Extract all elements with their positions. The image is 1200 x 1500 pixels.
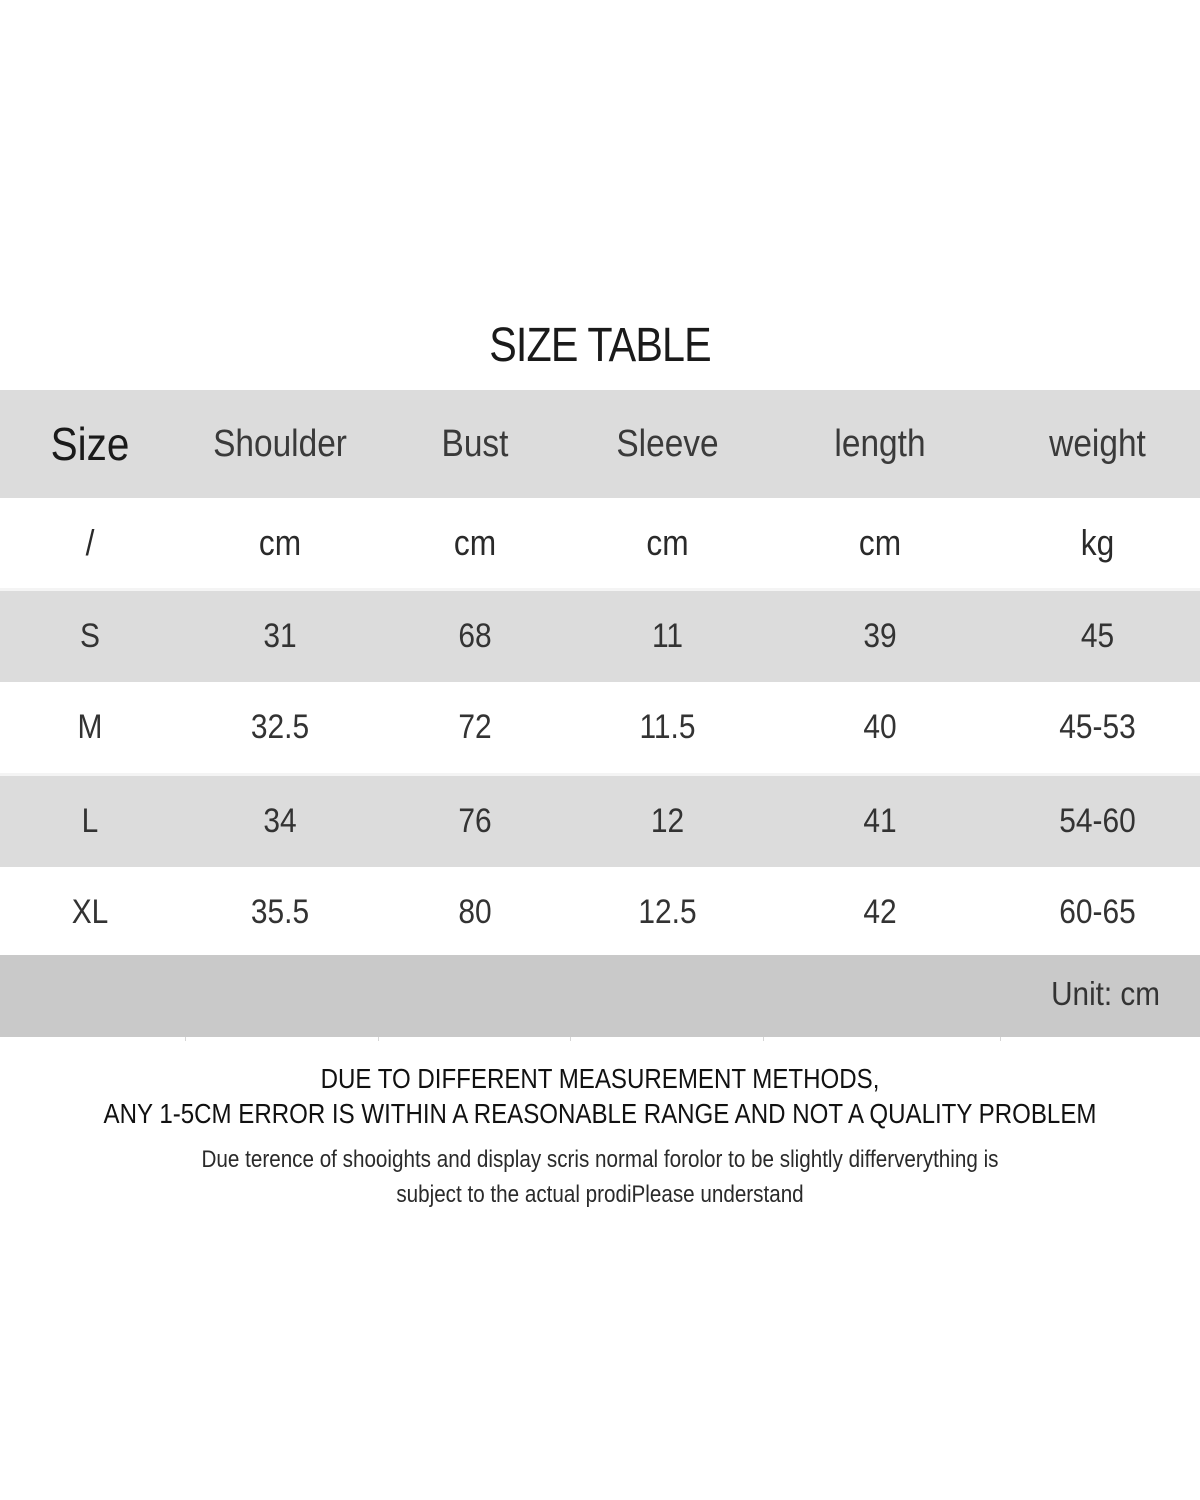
disclaimer-line: subject to the actual prodiPlease understand <box>396 1181 804 1208</box>
table-cell: M <box>77 708 103 746</box>
table-cell: 80 <box>458 893 492 931</box>
table-cell: 76 <box>458 802 492 840</box>
page-title: SIZE TABLE <box>489 319 711 372</box>
header-length: length <box>834 422 926 465</box>
table-cell: 31 <box>263 617 297 655</box>
table-cell: 12.5 <box>638 893 697 931</box>
unit-bar <box>0 955 1200 1037</box>
notice-line: ANY 1-5CM ERROR IS WITHIN A REASONABLE RANGE AND NOT A QUALITY PROBLEM <box>103 1098 1097 1129</box>
table-row <box>0 588 1200 682</box>
unit-cell: cm <box>453 522 497 563</box>
notice-line: DUE TO DIFFERENT MEASUREMENT METHODS, <box>320 1063 880 1094</box>
header-weight: weight <box>1049 422 1146 465</box>
table-cell: S <box>80 617 100 655</box>
size-table <box>0 390 1200 958</box>
table-cell: 12 <box>650 802 685 840</box>
unit-cell: cm <box>646 522 689 563</box>
divider <box>763 1037 764 1041</box>
unit-note: Unit: cm <box>1051 975 1160 1012</box>
divider <box>185 1037 186 1041</box>
table-row <box>0 773 1200 867</box>
table-cell: 34 <box>263 802 297 840</box>
table-cell: 39 <box>863 617 897 655</box>
unit-cell: cm <box>258 522 302 563</box>
table-cell: 60-65 <box>1059 893 1136 931</box>
table-row <box>0 867 1200 958</box>
unit-cell: / <box>85 522 95 563</box>
header-bust: Bust <box>441 422 509 465</box>
table-header-row <box>0 390 1200 498</box>
table-cell: 11 <box>651 617 684 655</box>
table-cell: 54-60 <box>1059 802 1136 840</box>
table-row <box>0 682 1200 773</box>
table-cell: 32.5 <box>250 708 310 746</box>
table-cell: 45-53 <box>1059 708 1136 746</box>
table-cell: 72 <box>458 708 492 746</box>
unit-cell: cm <box>858 522 902 563</box>
table-cell: 11.5 <box>639 708 696 746</box>
table-cell: 68 <box>458 617 492 655</box>
divider <box>570 1037 571 1041</box>
header-sleeve: Sleeve <box>616 422 719 465</box>
table-cell: 40 <box>863 708 897 746</box>
table-cell: 41 <box>863 802 897 840</box>
table-cell: 45 <box>1080 617 1115 655</box>
unit-cell: kg <box>1080 522 1115 563</box>
header-size: Size <box>50 418 130 470</box>
table-units-row <box>0 498 1200 588</box>
header-shoulder: Shoulder <box>213 422 347 465</box>
divider <box>1000 1037 1001 1041</box>
table-cell: L <box>81 802 99 840</box>
divider <box>378 1037 379 1041</box>
disclaimer-line: Due terence of shooights and display scris normal forolor to be slightly differverything is <box>201 1146 999 1173</box>
column-dividers <box>0 1037 1200 1041</box>
table-cell: XL <box>71 893 109 931</box>
table-cell: 42 <box>863 893 897 931</box>
table-cell: 35.5 <box>250 893 310 931</box>
